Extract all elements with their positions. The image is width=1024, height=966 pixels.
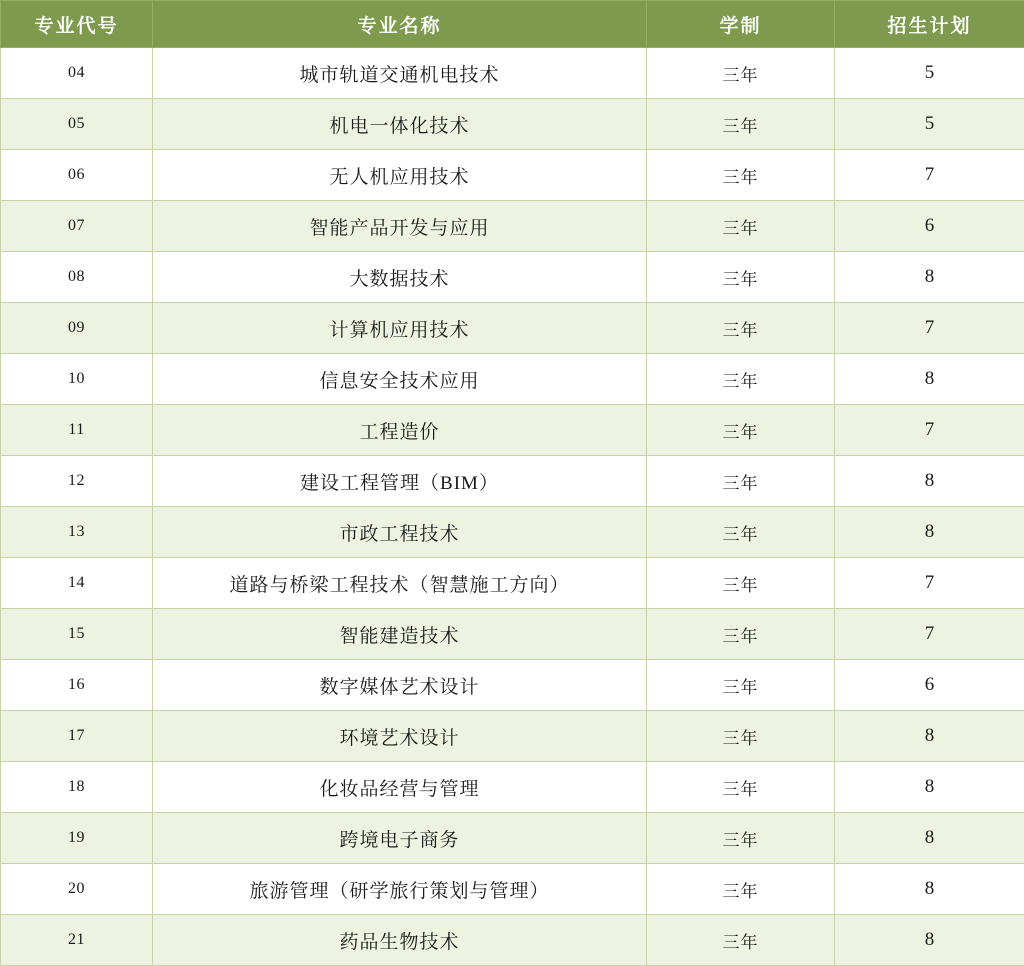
table-row — [1, 201, 1024, 252]
cell-major-name: 智能产品开发与应用 — [153, 201, 647, 252]
cell-major-name: 化妆品经营与管理 — [153, 762, 647, 813]
cell-study-length: 三年 — [647, 303, 835, 354]
cell-major-name: 药品生物技术 — [153, 915, 647, 966]
table-row — [1, 507, 1024, 558]
cell-enrollment-plan: 7 — [835, 609, 1024, 660]
cell-major-name: 计算机应用技术 — [153, 303, 647, 354]
table-row — [1, 99, 1024, 150]
cell-enrollment-plan: 8 — [835, 456, 1024, 507]
cell-enrollment-plan: 7 — [835, 405, 1024, 456]
table-row — [1, 915, 1024, 966]
cell-major-code: 14 — [1, 558, 153, 609]
table-row — [1, 864, 1024, 915]
table-row — [1, 405, 1024, 456]
table-row — [1, 558, 1024, 609]
column-header-plan: 招生计划 — [835, 1, 1024, 48]
cell-major-code: 19 — [1, 813, 153, 864]
table-row — [1, 456, 1024, 507]
cell-major-code: 13 — [1, 507, 153, 558]
table-row — [1, 150, 1024, 201]
cell-major-code: 15 — [1, 609, 153, 660]
cell-major-name: 市政工程技术 — [153, 507, 647, 558]
cell-major-name: 无人机应用技术 — [153, 150, 647, 201]
cell-major-name: 跨境电子商务 — [153, 813, 647, 864]
cell-major-code: 16 — [1, 660, 153, 711]
cell-enrollment-plan: 8 — [835, 864, 1024, 915]
cell-study-length: 三年 — [647, 864, 835, 915]
cell-study-length: 三年 — [647, 711, 835, 762]
cell-enrollment-plan: 5 — [835, 99, 1024, 150]
cell-study-length: 三年 — [647, 405, 835, 456]
cell-major-name: 数字媒体艺术设计 — [153, 660, 647, 711]
cell-major-code: 21 — [1, 915, 153, 966]
table-row — [1, 813, 1024, 864]
column-header-years: 学制 — [647, 1, 835, 48]
cell-enrollment-plan: 8 — [835, 711, 1024, 762]
cell-major-code: 06 — [1, 150, 153, 201]
table-header — [1, 1, 1024, 48]
table-row — [1, 303, 1024, 354]
cell-major-name: 工程造价 — [153, 405, 647, 456]
cell-major-name: 机电一体化技术 — [153, 99, 647, 150]
cell-enrollment-plan: 8 — [835, 915, 1024, 966]
cell-enrollment-plan: 6 — [835, 660, 1024, 711]
cell-study-length: 三年 — [647, 558, 835, 609]
cell-major-code: 10 — [1, 354, 153, 405]
table-row — [1, 252, 1024, 303]
cell-major-name: 城市轨道交通机电技术 — [153, 48, 647, 99]
cell-enrollment-plan: 6 — [835, 201, 1024, 252]
cell-study-length: 三年 — [647, 201, 835, 252]
cell-major-name: 环境艺术设计 — [153, 711, 647, 762]
cell-study-length: 三年 — [647, 354, 835, 405]
table-row — [1, 354, 1024, 405]
table-row — [1, 48, 1024, 99]
cell-study-length: 三年 — [647, 99, 835, 150]
cell-major-name: 信息安全技术应用 — [153, 354, 647, 405]
cell-major-code: 11 — [1, 405, 153, 456]
cell-enrollment-plan: 5 — [835, 48, 1024, 99]
table-row — [1, 609, 1024, 660]
cell-enrollment-plan: 8 — [835, 354, 1024, 405]
table-row — [1, 660, 1024, 711]
cell-major-name: 建设工程管理（BIM） — [153, 456, 647, 507]
table-row — [1, 762, 1024, 813]
cell-study-length: 三年 — [647, 507, 835, 558]
table-header-row — [1, 1, 1024, 48]
cell-major-code: 18 — [1, 762, 153, 813]
cell-enrollment-plan: 8 — [835, 813, 1024, 864]
cell-major-name: 智能建造技术 — [153, 609, 647, 660]
cell-enrollment-plan: 7 — [835, 303, 1024, 354]
cell-major-name: 大数据技术 — [153, 252, 647, 303]
cell-major-code: 08 — [1, 252, 153, 303]
cell-study-length: 三年 — [647, 813, 835, 864]
cell-major-code: 20 — [1, 864, 153, 915]
cell-major-code: 12 — [1, 456, 153, 507]
cell-enrollment-plan: 8 — [835, 507, 1024, 558]
cell-study-length: 三年 — [647, 660, 835, 711]
cell-major-name: 旅游管理（研学旅行策划与管理） — [153, 864, 647, 915]
cell-study-length: 三年 — [647, 150, 835, 201]
cell-study-length: 三年 — [647, 609, 835, 660]
cell-study-length: 三年 — [647, 915, 835, 966]
cell-study-length: 三年 — [647, 762, 835, 813]
cell-major-code: 04 — [1, 48, 153, 99]
cell-enrollment-plan: 7 — [835, 150, 1024, 201]
cell-major-code: 09 — [1, 303, 153, 354]
cell-enrollment-plan: 8 — [835, 252, 1024, 303]
column-header-code: 专业代号 — [1, 1, 153, 48]
cell-major-name: 道路与桥梁工程技术（智慧施工方向） — [153, 558, 647, 609]
cell-study-length: 三年 — [647, 252, 835, 303]
cell-major-code: 07 — [1, 201, 153, 252]
cell-major-code: 17 — [1, 711, 153, 762]
cell-enrollment-plan: 8 — [835, 762, 1024, 813]
cell-enrollment-plan: 7 — [835, 558, 1024, 609]
cell-study-length: 三年 — [647, 48, 835, 99]
cell-study-length: 三年 — [647, 456, 835, 507]
cell-major-code: 05 — [1, 99, 153, 150]
table-body — [1, 48, 1024, 966]
column-header-name: 专业名称 — [153, 1, 647, 48]
table-row — [1, 711, 1024, 762]
